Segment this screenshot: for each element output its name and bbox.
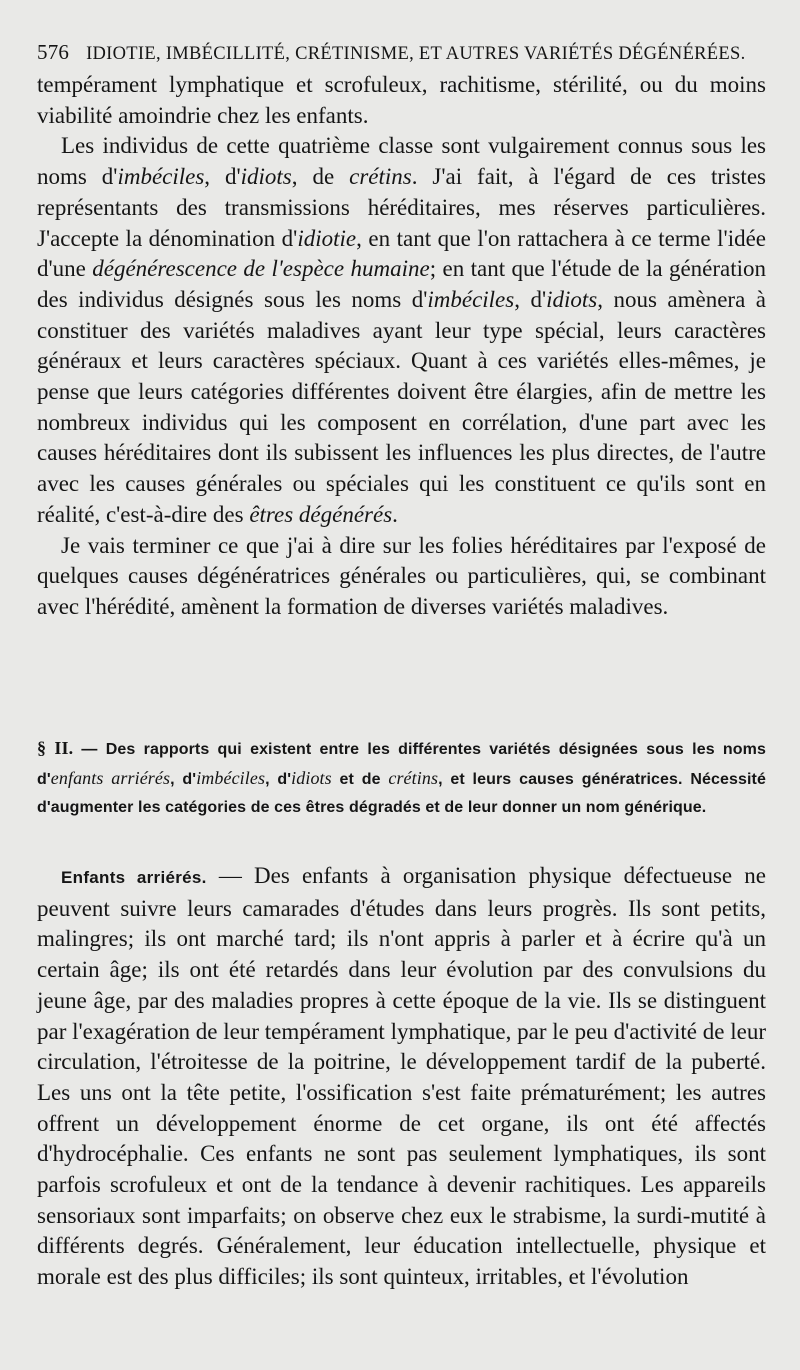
text-block-bottom	[37, 861, 766, 1293]
emphasis: idiots	[240, 164, 292, 190]
paragraph-continued: tempérament lymphatique et scrofuleux, rachitisme, stérilité, ou du moins viabilité amoindrie chez les enfants.	[37, 72, 766, 128]
text-block-top	[37, 70, 766, 623]
text-run: , d'	[514, 286, 547, 312]
text-run: Les individus de cette quatrième classe sont vulgairement connus sous les noms d'	[37, 133, 766, 190]
text-run: , d'	[204, 164, 241, 190]
running-title: IDIOTIE, IMBÉCILLITÉ, CRÉTINISME, ET AUTRES VARIÉTÉS DÉGÉNÉRÉES.	[86, 44, 746, 64]
text-run: . J'ai fait, à l'égard de ces tristes représentants des transmissions héréditaires, mes réserves particulières. J'accepte la dénomination d'	[37, 164, 766, 251]
running-header	[37, 40, 770, 65]
emphasis: dégénérescence de l'espèce humaine	[92, 256, 430, 282]
text-run: , nous amènera à constituer des variétés maladives ayant leur type spécial, leurs caractères généraux et leurs caractères spéciaux. Quant à ces variétés elles-mêmes, je pense que leurs catégories différentes doivent être élargies, afin de mettre les nombreux individus qui les composent en corrélation, d'une part avec les causes héréditaires dont ils subissent les influences les plus directes, de l'autre avec les causes générales ou spéciales qui les constituent ce qu'ils sont en réalité, c'est-à-dire des	[37, 286, 766, 527]
text-run: .	[392, 501, 398, 527]
emphasis: idiotie	[297, 225, 357, 251]
emphasis: êtres dégénérés	[249, 501, 393, 527]
emphasis: enfants arriérés	[50, 768, 171, 788]
paragraph-fourth-class	[37, 131, 766, 530]
text-run: et de	[331, 771, 389, 788]
run-in-heading: Enfants arriérés.	[61, 868, 207, 887]
emphasis: imbéciles	[196, 768, 266, 788]
text-run: ; en tant que l'étude de la génération des individus désignés sous les noms d'	[37, 256, 767, 312]
emphasis: crétins	[349, 164, 412, 190]
paragraph-enfants-arrieres	[37, 861, 766, 1293]
text-run: — Des enfants à organisation physique défectueuse ne peuvent suivre leurs camarades d'études dans leurs progrès. Ils sont petits, malingres; ils ont marché tard; ils n'ont appris à parler et à écrire qu'à un certain âge; ils ont été retardés dans leur évolution par des convulsions du jeune âge, par des maladies propres à cette époque de la vie. Ils se distinguent par l'exagération de leur tempérament lymphatique, par le peu d'activité de leur circulation, l'étroitesse de la poitrine, le développement tardif de la puberté. Les uns ont la tête petite, l'ossification s'est faite prématurément; les autres offrent un développement énorme de cet organe, ils ont été affectés d'hydrocéphalie. Ces enfants ne sont pas seulement lymphatiques, ils sont parfois scrofuleux et ont de la tendance à devenir rachitiques. Les appareils sensoriaux sont imparfaits; on observe chez eux le strabisme, la surdi-mutité à différents degrés. Généralement, leur éducation intellectuelle, physique et morale est des plus difficiles; ils sont quinteux, irritables, et l'évolution	[37, 863, 766, 1290]
emphasis: crétins	[388, 768, 439, 788]
emphasis: imbéciles	[427, 286, 515, 312]
emphasis: idiots	[546, 286, 598, 312]
text-run: — Des rapports qui existent entre les différentes variétés désignées sous les noms d'	[37, 741, 766, 788]
page-number: 576	[37, 40, 70, 64]
text-run: , et leurs causes génératrices. Nécessité d'augmenter les catégories de ces êtres dégradés et de leur donner un nom générique.	[37, 771, 766, 816]
text-run: , d'	[265, 771, 292, 788]
section-number: § II.	[37, 738, 74, 758]
text-run: , en tant que l'on rattachera à ce terme l'idée d'une	[37, 225, 766, 282]
emphasis: imbéciles	[117, 164, 205, 190]
emphasis: idiots	[291, 768, 332, 788]
text-run: , d'	[170, 771, 197, 788]
paragraph-conclusion: Je vais terminer ce que j'ai à dire sur les folies héréditaires par l'exposé de quelques causes dégénératrices générales ou particulières, qui, se combinant avec l'hérédité, amènent la formation de diverses variétés maladives.	[37, 532, 766, 619]
text-run: , de	[291, 164, 350, 190]
section-heading	[37, 734, 766, 822]
